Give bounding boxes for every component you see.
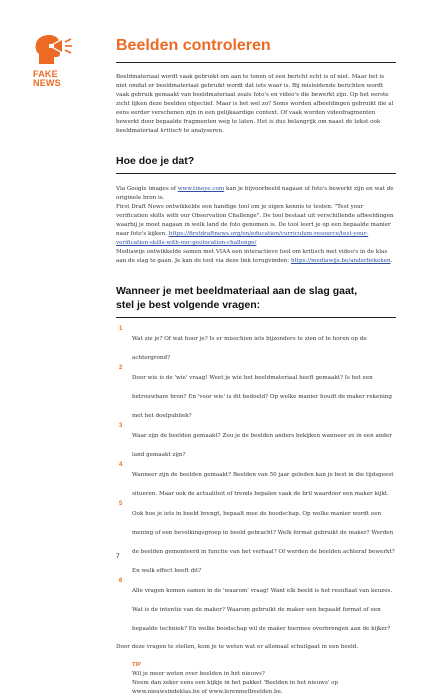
- tineye-link[interactable]: www.tineye.com: [177, 186, 225, 192]
- questions-heading-line2: stel je best volgende vragen:: [116, 299, 261, 311]
- list-text: Alle vragen komen samen in de 'waarom' vraag! Want elk beeld is het resultaat van keuzes. Wat is de intentie van de maker? Waarom gebruikt de maker een bepaald format of een bepaalde techniek? En welke boodschap wil de maker hiermee overbrengen aan de kijker?: [132, 588, 393, 632]
- list-text: Waar zijn de beelden gemaakt? Zou je de beelden anders bekijken wanneer ze in een ander land gemaakt zijn?: [132, 433, 392, 458]
- tip-label: TIP: [132, 662, 142, 668]
- logo-text: [33, 70, 75, 88]
- page-title: Beelden controleren: [116, 37, 271, 54]
- list-text: Wanneer zijn de beelden gemaakt? Beelden van 50 jaar geleden kan je best in die tijdsgeest situeren. Maar ook de actualiteit of trends bepalen vaak de bril waardoor een maker kijkt.: [132, 472, 394, 497]
- page-content: [116, 36, 396, 697]
- list-item: [116, 577, 396, 634]
- list-number: 6: [119, 578, 123, 584]
- mediawijs-text: Mediawijs ontwikkelde samen met VIAA een interactieve tool om kritisch met video's in de klas aan de slag te gaan. Je kan de tool via deze link terugvinden:: [116, 249, 388, 264]
- section-divider-2: [116, 317, 396, 318]
- tip-line-2: Neem dan zeker eens een kijkje in het pakket 'Beelden in het nieuws' op www.nieuwsindeklas.be of www.lerenmetbeelden.be.: [132, 680, 339, 695]
- list-number: 2: [119, 365, 123, 371]
- mediawijs-link[interactable]: https://mediawijs.be/anderbekeken: [290, 258, 391, 264]
- firstdraft-text: First Draft News ontwikkelde een handige tool om je eigen kennis te testen: "Test your verification skills with our Observation Challenge". De tool bestaat uit verschillende afbeeldingen waarbij je moet nagaan in welk land de foto genomen is. De tool leert je op een bepaalde manier naar foto's kijken.: [116, 204, 394, 237]
- list-number: 4: [119, 462, 123, 468]
- firstdraft-link[interactable]: https://firstdraftnews.org/en/education/curriculum-resource/test-your-verification-skills-with-our-geolocation-challenge/: [116, 231, 369, 246]
- list-number: 1: [119, 326, 123, 332]
- list-item: [116, 500, 396, 576]
- outro-paragraph: Door deze vragen te stellen, kom je te weten wat er allemaal schuilgaat in een beeld.: [116, 644, 359, 650]
- tineye-suffix: kan je bijvoorbeeld nagaan of foto's bewerkt zijn en wat de originele bron is.: [116, 186, 394, 201]
- list-item: [116, 422, 396, 460]
- mediawijs-suffix: .: [390, 258, 393, 264]
- fake-news-logo: [33, 34, 75, 88]
- list-text: Ook hoe je iets in beeld brengt, bepaalt mee de boodschap. Op welke manier wordt een mening of een bevolkingsgroep in beeld gebracht? Welk format gebruikt de maker? Werden de beelden gemonteerd in functie van het verhaal? Of werden de beelden achteraf bewerkt? En welk effect heeft dit?: [132, 511, 395, 574]
- section-heading-how: Hoe doe je dat?: [116, 155, 195, 167]
- title-divider: [116, 62, 396, 63]
- logo-line-fake: FAKE: [33, 69, 58, 79]
- section-divider: [116, 173, 396, 174]
- list-item: [116, 325, 396, 363]
- list-number: 3: [119, 423, 123, 429]
- questions-list: [116, 325, 396, 634]
- list-number: 5: [119, 501, 123, 507]
- list-text: Wat zie je? Of wat hoor je? Is er misschien iets bijzonders te zien of te horen op de achtergrond?: [132, 336, 367, 361]
- mediawijs-paragraph: [116, 248, 396, 266]
- intro-prefix: Beeldmateriaal wordt vaak gebruikt om aan te tonen of een bericht echt is of niet. Maar het is niet omdat er beeldmateriaal gebruikt wordt dat iets waar is. Bij misleidende berichten wordt vaak gebruik gemaakt van beeldmateriaal zoals foto's en video's die bewerkt zijn. Op het eerste zicht lijken deze beelden objectief. Maar is het wel zo? Soms worden afbeeldingen gebruikt die al eens eerder verschenen zijn in een gelijkaardige context. Of vaak worden videofragmenten bewerkt door bepaalde fragmenten weg te laten. Het is dus belangrijk om naast de tekst ook beeldmateriaal: [116, 74, 394, 134]
- list-item: [116, 364, 396, 421]
- tineye-paragraph: [116, 185, 396, 203]
- intro-emphasis: kritisch: [160, 128, 182, 134]
- firstdraft-paragraph: [116, 203, 396, 248]
- tineye-prefix: Via Google images of: [116, 186, 178, 192]
- tip-line-1: Wil je meer weten over beelden in het nieuws?: [132, 671, 265, 677]
- logo-line-news: NEWS: [33, 78, 61, 88]
- megaphone-head-icon: [33, 34, 75, 68]
- list-item: [116, 461, 396, 499]
- section-heading-questions: [116, 284, 396, 312]
- tip-box: [132, 661, 396, 697]
- list-text: Door wie is de 'wie' vraag! Weet je wie het beeldmateriaal heeft gemaakt? Is het een betrouwbare bron? En 'voor wie' is dit bedoeld? Op welke manier houdt de maker rekening met het doelpubliek?: [132, 375, 392, 419]
- intro-paragraph: [116, 73, 396, 136]
- questions-heading-line1: Wanneer je met beeldmateriaal aan de slag gaat,: [116, 285, 358, 297]
- page-number: 7: [116, 553, 120, 560]
- intro-suffix: te analyseren.: [181, 128, 224, 134]
